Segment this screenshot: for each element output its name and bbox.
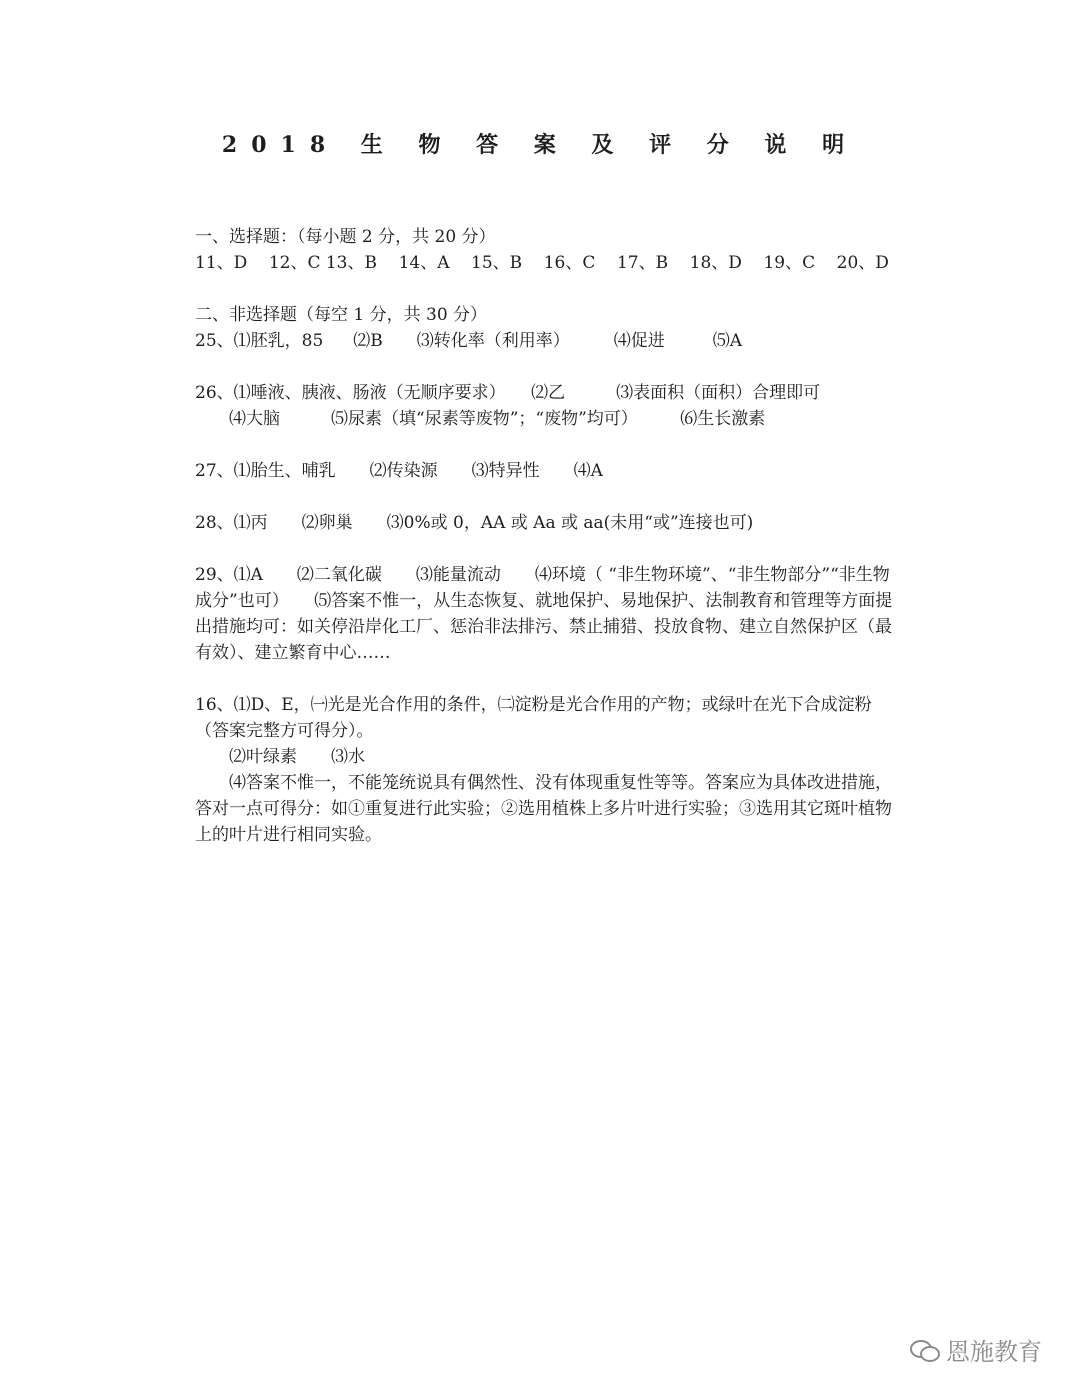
question-25	[195, 328, 895, 354]
question-26-line2: ⑷大脑 ⑸尿素（填“尿素等废物”；“废物”均可） ⑹生长激素	[229, 409, 766, 429]
choice-answers	[195, 250, 889, 276]
question-16-part1: 16、⑴D、E，㈠光是光合作用的条件，㈡淀粉是光合作用的产物；或绿叶在光下合成淀粉（答案完整方可得分）。	[195, 695, 872, 741]
choice-answer: 16、C	[543, 253, 596, 273]
wechat-icon	[910, 1338, 940, 1362]
choice-answer: 20、D	[836, 253, 889, 273]
question-16-part3: ⑷答案不惟一，不能笼统说具有偶然性、没有体现重复性等等。答案应为具体改进措施，答对一点可得分：如①重复进行此实验；②选用植株上多片叶进行实验；③选用其它斑叶植物上的叶片进行相同实验。	[195, 773, 892, 845]
watermark	[910, 1332, 1042, 1367]
choice-answer: 11、D	[195, 253, 248, 273]
choice-answer: 15、B	[471, 253, 523, 273]
choice-answer: 18、D	[689, 253, 742, 273]
q25-answer-4: ⑷促进	[613, 331, 665, 351]
q25-answer-1: 25、⑴胚乳，85	[195, 331, 324, 351]
section2-heading: 二、非选择题（每空 1 分，共 30 分）	[195, 305, 488, 325]
choice-answer: 19、C	[763, 253, 816, 273]
question-26-line1: 26、⑴唾液、胰液、肠液（无顺序要求） ⑵乙 ⑶表面积（面积）合理即可	[195, 383, 821, 403]
question-27: 27、⑴胎生、哺乳 ⑵传染源 ⑶特异性 ⑷A	[195, 461, 603, 481]
q25-answer-3: ⑶转化率（利用率）	[416, 331, 570, 351]
q25-answer-5: ⑸A	[712, 331, 743, 351]
choice-answer: 14、A	[398, 253, 450, 273]
page-title: 2018 生 物 答 案 及 评 分 说 明	[221, 132, 859, 158]
q25-answer-2: ⑵B	[353, 331, 383, 351]
question-29: 29、⑴A ⑵二氧化碳 ⑶能量流动 ⑷环境（ “非生物环境”、“非生物部分”“非生物成分”也可） ⑸答案不惟一，从生态恢复、就地保护、易地保护、法制教育和管理等方面提出措施均可：如关停沿岸化工厂、惩治非法排污、禁止捕猎、投放食物、建立自然保护区（最有效）、建立繁育中心……	[195, 565, 893, 663]
choice-answer: 12、C 13、B	[268, 253, 377, 273]
answer-content	[195, 224, 895, 848]
question-28: 28、⑴丙 ⑵卵巢 ⑶0%或 0，AA 或 Aa 或 aa(未用“或”连接也可)	[195, 513, 754, 533]
section1-heading: 一、选择题：（每小题 2 分，共 20 分）	[195, 227, 496, 247]
watermark-text: 恩施教育	[946, 1338, 1042, 1366]
choice-answer: 17、B	[616, 253, 669, 273]
question-16-part2: ⑵叶绿素 ⑶水	[229, 747, 365, 767]
